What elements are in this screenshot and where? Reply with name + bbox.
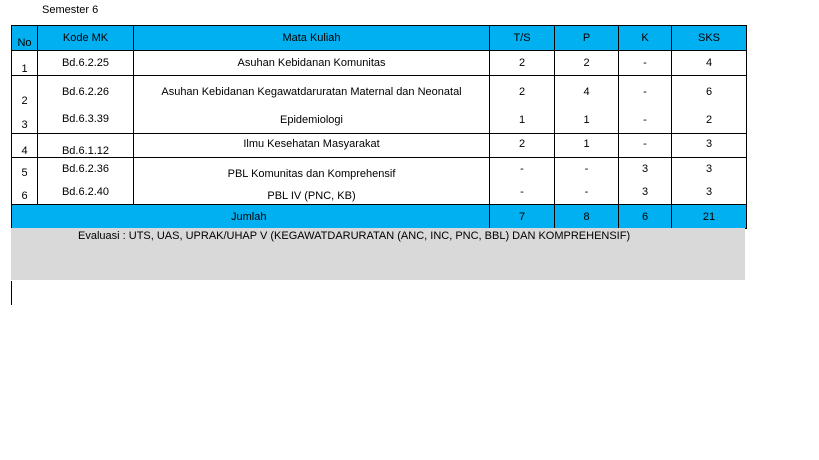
row-sks: 3 [705, 163, 713, 175]
row-mata-kuliah-block [134, 76, 490, 134]
header-ts: T/S [490, 26, 555, 51]
row-p: 4 [583, 86, 590, 98]
row-sks: 3 [705, 186, 713, 198]
row-p: 1 [555, 134, 619, 158]
table-row-block [12, 158, 747, 205]
row-ts: 1 [518, 114, 526, 126]
row-kode: Bd.6.2.26 [61, 86, 110, 98]
total-row [12, 205, 747, 229]
row-no: 1 [12, 51, 38, 76]
row-ts-block [490, 76, 555, 134]
row-p: - [584, 186, 589, 198]
row-kode: Bd.6.2.40 [61, 186, 110, 198]
row-no-block [12, 158, 38, 205]
row-k: - [619, 51, 672, 76]
row-ts: - [520, 163, 524, 175]
row-kode-block [38, 76, 134, 134]
course-table [11, 25, 747, 229]
row-kode: Bd.6.2.25 [38, 51, 134, 76]
header-mata-kuliah: Mata Kuliah [134, 26, 490, 51]
total-k: 6 [619, 205, 672, 229]
evaluation-box [11, 228, 745, 280]
row-sks: 2 [705, 114, 713, 126]
text-cursor [11, 281, 12, 305]
row-p: - [584, 163, 589, 175]
row-kode: Bd.6.1.12 [38, 134, 134, 158]
row-sks: 6 [705, 86, 713, 98]
row-mata-kuliah: PBL Komunitas dan Komprehensif [227, 168, 396, 180]
header-p: P [555, 26, 619, 51]
row-no: 5 [21, 167, 28, 179]
row-p-block [555, 76, 619, 134]
row-mata-kuliah: PBL IV (PNC, KB) [267, 190, 356, 202]
row-no: 6 [21, 190, 28, 202]
row-sks-block [672, 76, 747, 134]
row-mata-kuliah-block [134, 158, 490, 205]
row-k-block [619, 158, 672, 205]
row-k: - [643, 114, 647, 126]
total-label: Jumlah [12, 205, 490, 229]
row-no-block [12, 76, 38, 134]
row-k: - [619, 134, 672, 158]
row-kode: Bd.6.2.36 [61, 163, 110, 175]
row-mata-kuliah: Epidemiologi [280, 114, 343, 126]
row-no: 2 [21, 95, 28, 107]
header-kode-mk: Kode MK [38, 26, 134, 51]
row-kode-block [38, 158, 134, 205]
header-k: K [619, 26, 672, 51]
evaluation-text: Evaluasi : UTS, UAS, UPRAK/UHAP V (KEGAWATDARURATAN (ANC, INC, PNC, BBL) DAN KOMPREHENSIF) [78, 230, 631, 242]
table-header-row [12, 26, 747, 51]
row-ts: 2 [518, 86, 526, 98]
table-row [12, 134, 747, 158]
row-k: 3 [641, 163, 649, 175]
row-k-block [619, 76, 672, 134]
row-ts-block [490, 158, 555, 205]
row-sks-block [672, 158, 747, 205]
row-k: - [643, 86, 647, 98]
row-mata-kuliah: Ilmu Kesehatan Masyarakat [134, 134, 490, 158]
row-sks: 4 [672, 51, 747, 76]
row-p-block [555, 158, 619, 205]
header-sks: SKS [672, 26, 747, 51]
row-ts: 2 [490, 134, 555, 158]
header-no: No [12, 26, 38, 51]
total-sks: 21 [672, 205, 747, 229]
row-mata-kuliah: Asuhan Kebidanan Kegawatdaruratan Maternal dan Neonatal [161, 86, 462, 98]
row-no: 3 [21, 119, 28, 131]
table-row-block [12, 76, 747, 134]
row-kode: Bd.6.3.39 [61, 113, 110, 125]
row-ts: - [520, 186, 524, 198]
row-mata-kuliah: Asuhan Kebidanan Komunitas [134, 51, 490, 76]
total-ts: 7 [490, 205, 555, 229]
semester-title: Semester 6 [42, 4, 99, 16]
row-p: 2 [555, 51, 619, 76]
table-row [12, 51, 747, 76]
row-no: 4 [12, 134, 38, 158]
total-p: 8 [555, 205, 619, 229]
row-p: 1 [583, 114, 590, 126]
row-ts: 2 [490, 51, 555, 76]
row-sks: 3 [672, 134, 747, 158]
row-k: 3 [641, 186, 649, 198]
